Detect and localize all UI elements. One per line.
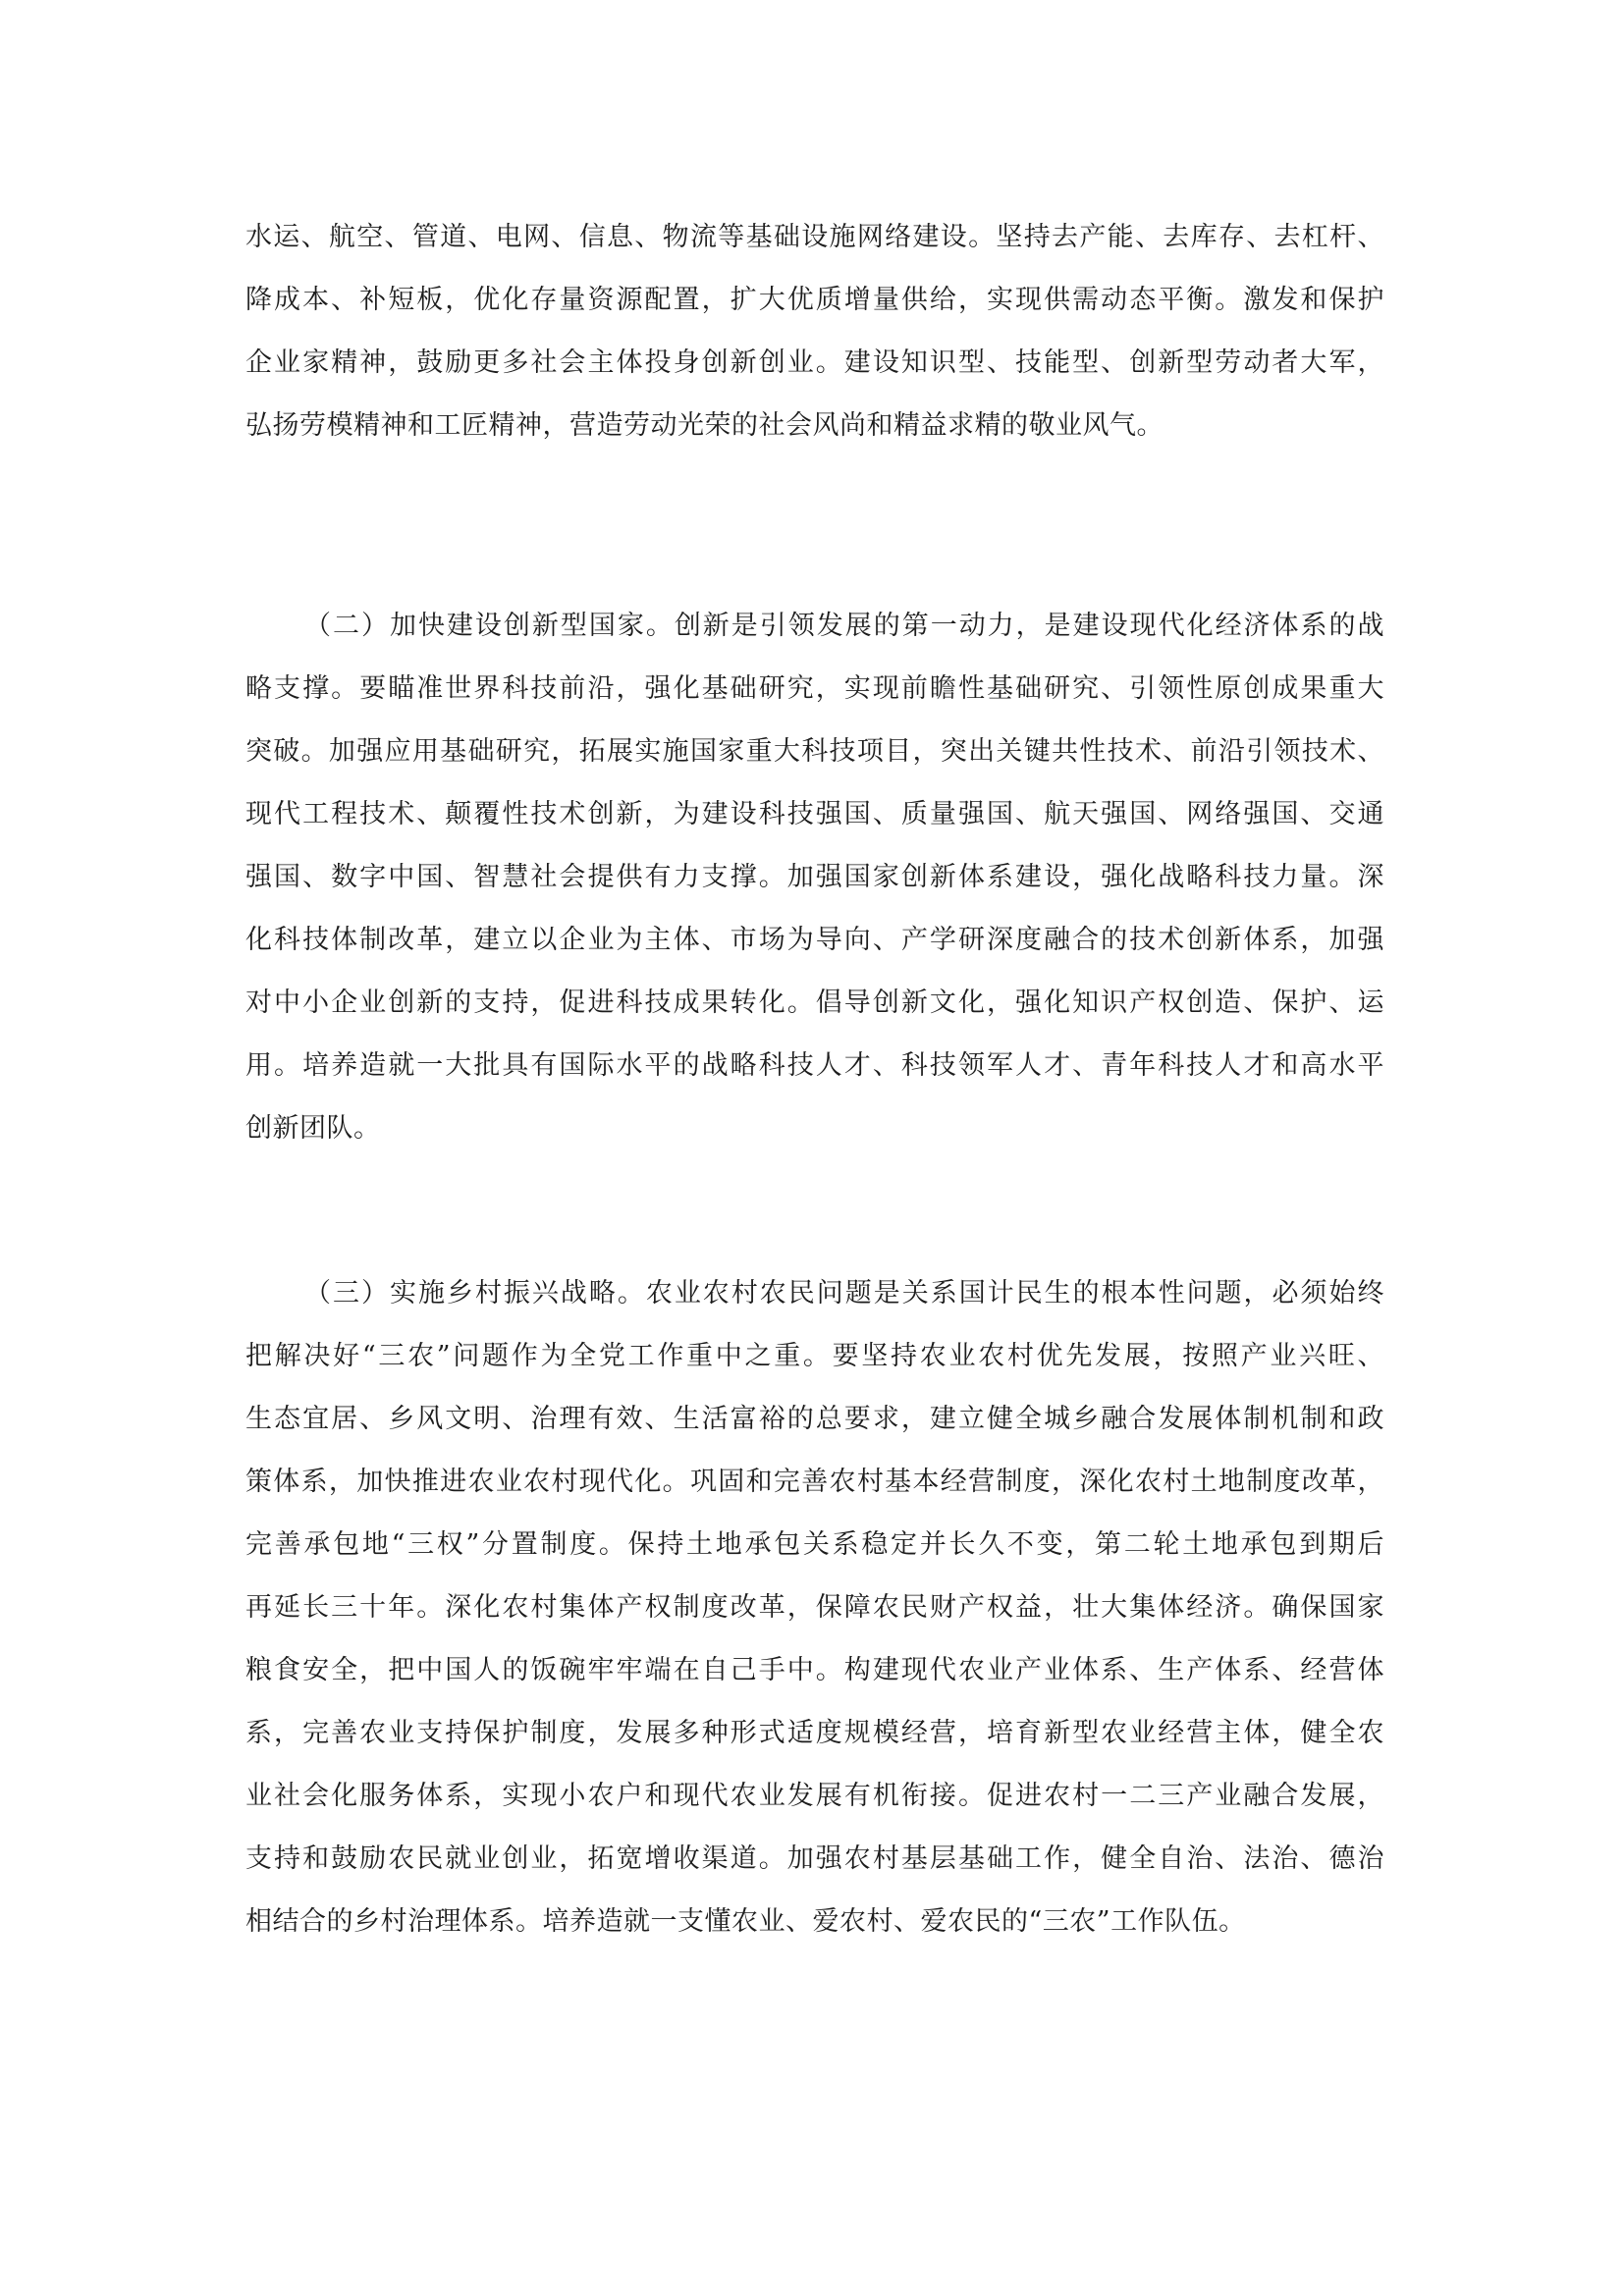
text-line: （三）实施乡村振兴战略。农业农村农民问题是关系国计民生的根本性问题，必须始终 [304,1278,1384,1308]
text-line: 略支撑。要瞄准世界科技前沿，强化基础研究，实现前瞻性基础研究、引领性原创成果重大 [245,673,1384,704]
text-line: 突破。加强应用基础研究，拓展实施国家重大科技项目，突出关键共性技术、前沿引领技术、 [245,736,1384,767]
text-line: 粮食安全，把中国人的饭碗牢牢端在自己手中。构建现代农业产业体系、生产体系、经营体 [245,1655,1384,1685]
text-line: 完善承包地“三权”分置制度。保持土地承包关系稳定并长久不变，第二轮土地承包到期后 [245,1529,1384,1560]
text-line: 强国、数字中国、智慧社会提供有力支撑。加强国家创新体系建设，强化战略科技力量。深 [245,862,1384,892]
text-line: 企业家精神，鼓励更多社会主体投身创新创业。建设知识型、技能型、创新型劳动者大军， [245,347,1384,378]
text-line: 支持和鼓励农民就业创业，拓宽增收渠道。加强农村基层基础工作，健全自治、法治、德治 [245,1843,1384,1874]
text-line: 化科技体制改革，建立以企业为主体、市场为导向、产学研深度融合的技术创新体系，加强 [245,925,1384,955]
text-line: 再延长三十年。深化农村集体产权制度改革，保障农民财产权益，壮大集体经济。确保国家 [245,1592,1384,1623]
text-line: 弘扬劳模精神和工匠精神，营造劳动光荣的社会风尚和精益求精的敬业风气。 [245,410,1164,441]
text-line: 现代工程技术、颠覆性技术创新，为建设科技强国、质量强国、航天强国、网络强国、交通 [245,799,1384,829]
text-line: 把解决好“三农”问题作为全党工作重中之重。要坚持农业农村优先发展，按照产业兴旺、 [245,1341,1384,1371]
text-line: 业社会化服务体系，实现小农户和现代农业发展有机衔接。促进农村一二三产业融合发展， [245,1781,1384,1811]
text-line: 创新团队。 [245,1113,381,1144]
text-line: 用。培养造就一大批具有国际水平的战略科技人才、科技领军人才、青年科技人才和高水平 [245,1050,1384,1081]
text-line: 策体系，加快推进农业农村现代化。巩固和完善农村基本经营制度，深化农村土地制度改革， [245,1467,1384,1497]
text-line: 相结合的乡村治理体系。培养造就一支懂农业、爱农村、爱农民的“三农”工作队伍。 [245,1906,1246,1937]
text-line: 系，完善农业支持保护制度，发展多种形式适度规模经营，培育新型农业经营主体，健全农 [245,1718,1384,1748]
text-line: 降成本、补短板，优化存量资源配置，扩大优质增量供给，实现供需动态平衡。激发和保护 [245,285,1384,315]
document-page [245,0,1384,2296]
text-line: 对中小企业创新的支持，促进科技成果转化。倡导创新文化，强化知识产权创造、保护、运 [245,988,1384,1018]
text-line: 生态宜居、乡风文明、治理有效、生活富裕的总要求，建立健全城乡融合发展体制机制和政 [245,1404,1384,1434]
text-line: （二）加快建设创新型国家。创新是引领发展的第一动力，是建设现代化经济体系的战 [304,611,1384,641]
text-line: 水运、航空、管道、电网、信息、物流等基础设施网络建设。坚持去产能、去库存、去杠杆、 [245,222,1384,252]
